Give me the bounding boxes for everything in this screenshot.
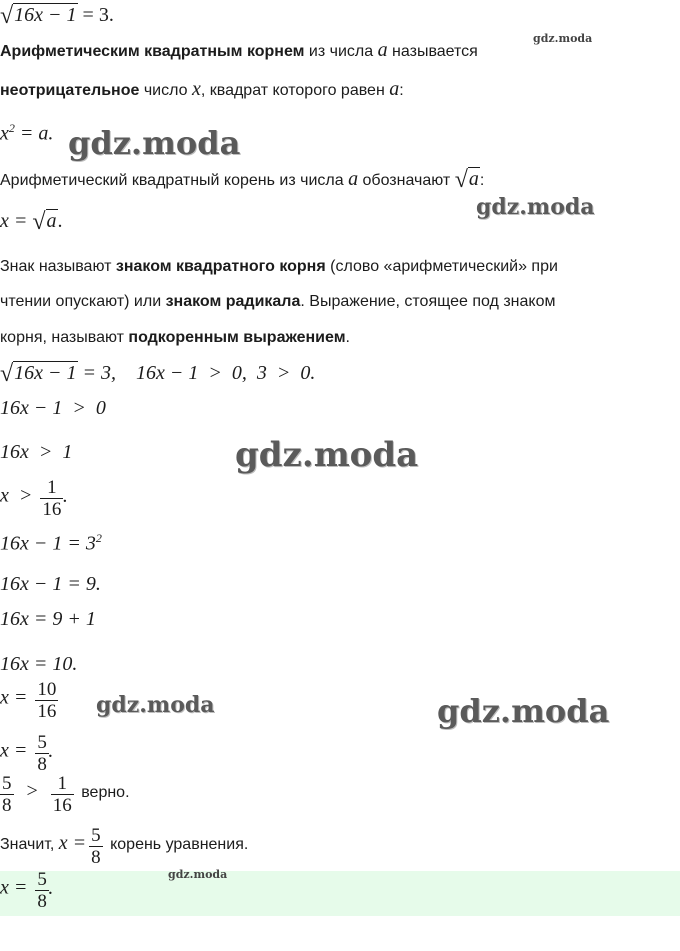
answer-line: x = $\frac{5}{8}$ . bbox=[0, 869, 53, 908]
step-6: 16x = 9 + 1 bbox=[0, 608, 96, 630]
definition-line-1: Арифметическим квадратным корнем из числа a называется bbox=[0, 39, 478, 61]
radical: √16x − 1 bbox=[0, 3, 77, 29]
watermark-medium-1: gdz.moda bbox=[476, 194, 595, 220]
equation-x-root-a: x = √a. bbox=[0, 209, 63, 235]
step-5: 16x − 1 = 9. bbox=[0, 573, 101, 595]
equation-original: √16x − 1 = 3. bbox=[0, 3, 114, 29]
watermark-small-bottom: gdz.moda bbox=[168, 868, 228, 881]
equation-x-squared: $x^2 = a$. bbox=[0, 121, 54, 145]
step-9: x = $\frac{5}{8}$ . bbox=[0, 732, 53, 771]
definition-line-2: неотрицательное число x, квадрат которого равен a: bbox=[0, 78, 404, 100]
watermark-large-2: gdz.moda bbox=[235, 435, 419, 475]
sign-line-3: корня, называют подкоренным выражением. bbox=[0, 329, 350, 346]
equation-conditions: √16x − 1 = 3, 16x − 1 > 0, 3 > 0. bbox=[0, 361, 316, 387]
conclusion-line: Значит, x = $\frac{5}{8}$ корень уравнения. bbox=[0, 825, 249, 864]
definition-line-3: Арифметический квадратный корень из числа a обозначают √a: bbox=[0, 167, 485, 193]
check-line: $\frac{5}{8}$ > $\frac{1}{16}$ верно. bbox=[2, 773, 130, 812]
term-arithmetic-root: Арифметическим квадратным корнем bbox=[0, 43, 305, 60]
watermark-large-1: gdz.moda bbox=[68, 124, 241, 162]
step-1: 16x − 1 > 0 bbox=[0, 397, 106, 419]
sign-line-1: Знак называют знаком квадратного корня (слово «арифметический» при bbox=[0, 258, 558, 275]
sign-line-2: чтении опускают) или знаком радикала. Выражение, стоящее под знаком bbox=[0, 293, 556, 310]
step-8: x = $\frac{10}{16}$ bbox=[0, 679, 57, 718]
watermark-medium-2: gdz.moda bbox=[96, 692, 215, 718]
watermark-small-top: gdz.moda bbox=[533, 32, 593, 45]
step-2: 16x > 1 bbox=[0, 441, 73, 463]
step-3: x > $\frac{1}{16}$ . bbox=[0, 477, 68, 516]
watermark-large-3: gdz.moda bbox=[437, 692, 610, 730]
step-7: 16x = 10. bbox=[0, 653, 78, 675]
term-nonnegative: неотрицательное bbox=[0, 82, 140, 99]
step-4: $16x - 1 = 3^2$ bbox=[0, 531, 102, 555]
